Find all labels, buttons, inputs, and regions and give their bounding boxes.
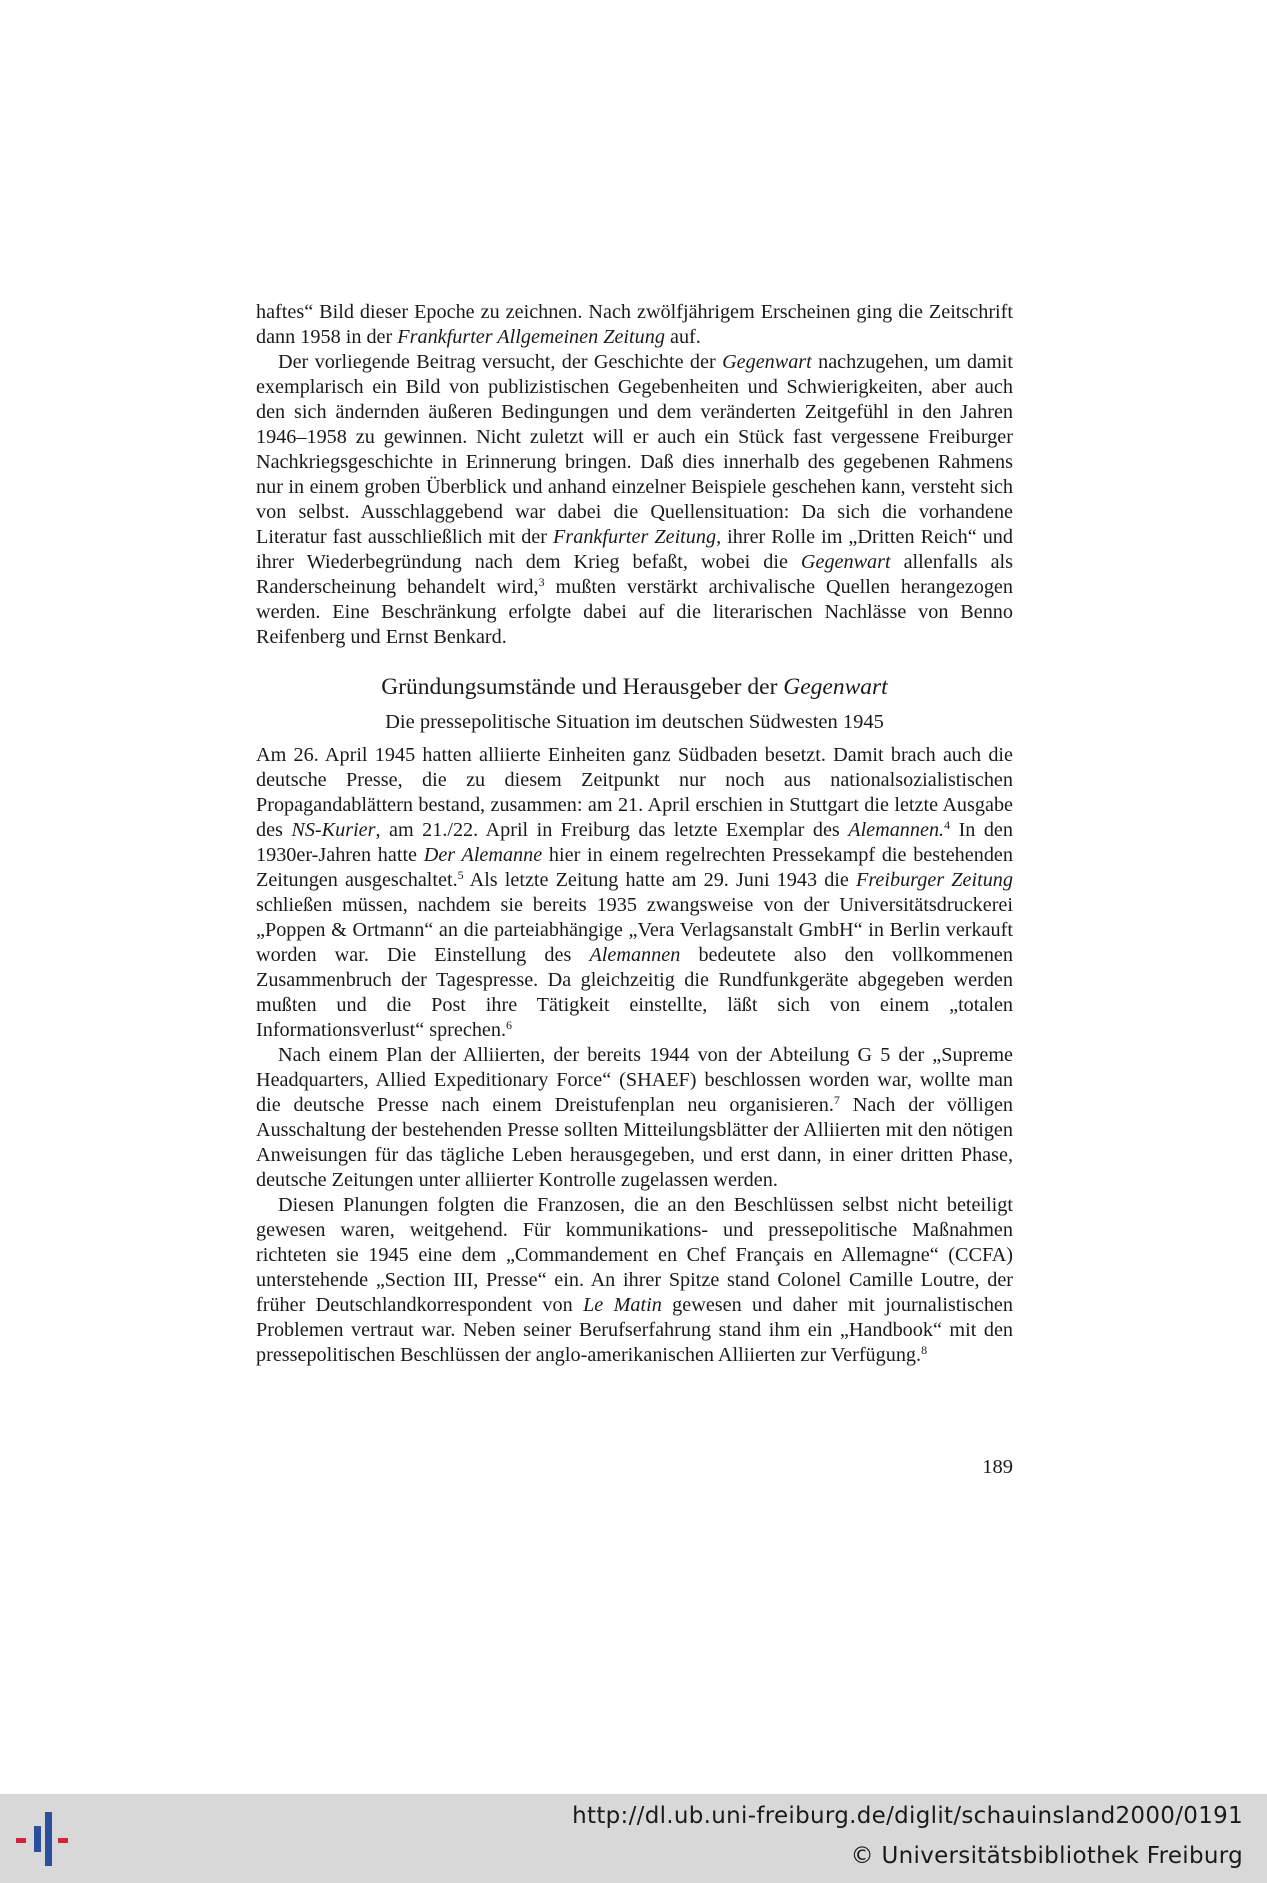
text-run: nachzugehen, um damit exemplarisch ein Bild von publizistischen Gegebenheiten und Schwierigkeiten, aber auch den sich ändernden äußeren Bedingungen und dem veränderten Zeitgefühl in den Jahren 1946–1958 zu gewinnen. Nicht zuletzt will er auch ein Stück fast vergessene Freiburger Nachkriegsgeschichte in Erinnerung bringen. Daß dies innerhalb des gegebenen Rahmens nur in einem groben Überblick und anhand einzelner Beispiele geschehen kann, versteht sich von selbst. Ausschlaggebend war dabei die Quellensituation: Da sich die vorhandene Literatur fast ausschließlich mit der [256,351,1013,548]
italic-text: Frankfurter Allgemeinen Zeitung [397,326,665,348]
italic-text: Gegenwart [800,551,891,573]
text-run: In den 1930er-Jahren hatte [256,819,1013,866]
footnote-ref: 7 [833,1093,840,1107]
italic-text: Gegenwart [722,351,812,373]
text-run: Der vorliegende Beitrag versucht, der Geschichte der [278,351,723,373]
logo-bar-left [34,1826,41,1852]
footnote-ref: 5 [457,868,464,882]
text-run: Als letzte Zeitung hatte am 29. Juni 1943 die [463,869,856,891]
text-run: bedeutete also den vollkommenen Zusammenbruch der Tagespresse. Da gleichzeitig die Rundfunkgeräte abgegeben werden mußten und die Post ihre Tätigkeit einstellte, läßt sich von einem „totalen Informationsverlust“ sprechen. [256,944,1013,1041]
page-number: 189 [982,1456,1013,1478]
paragraph [256,350,1013,650]
section-heading [256,672,1013,702]
italic-text: Freiburger Zeitung [855,869,1013,891]
text-run: gewesen und daher mit journalistischen Problemen vertraut war. Neben seiner Berufserfahrung stand ihm ein „Handbook“ mit den pressepolitischen Beschlüssen der anglo-amerikanischen Alliierten zur Verfügung. [256,1294,1013,1366]
italic-text: Alemannen. [848,819,945,841]
text-run: haftes“ Bild dieser Epoche zu zeichnen. Nach zwölfjährigem Erscheinen ging die Zeitschrift dann 1958 in der [256,301,1013,348]
text-run: Am 26. April 1945 hatten alliierte Einheiten ganz Südbaden besetzt. Damit brach auch die deutsche Presse, die zu diesem Zeitpunkt nur noch aus nationalsozialistischen Propagandablättern bestand, zusammen: am 21. April erschien in Stuttgart die letzte Ausgabe des [256,744,1013,841]
paragraph [256,300,1013,350]
body-section [256,743,1013,1368]
text-run: auf. [664,326,701,348]
text-run: hier in einem regelrechten Pressekampf die bestehenden Zeitungen ausgeschaltet. [256,844,1013,891]
text-run: Nach einem Plan der Alliierten, der bereits 1944 von der Abteilung G 5 der „Supreme Headquarters, Allied Expeditionary Force“ (SHAEF) beschlossen worden war, wollte man die deutsche Presse nach einem Dreistufenplan neu organisieren. [256,1044,1013,1116]
text-run: schließen müssen, nachdem sie bereits 1935 zwangsweise von der Universitätsdruckerei „Poppen & Ortmann“ an die parteiabhängige „Vera Verlagsanstalt GmbH“ in Berlin verkauft worden war. Die Einstellung des [256,894,1013,966]
text-run: allenfalls als Randerscheinung behandelt wird, [256,551,1013,598]
paragraph [256,1043,1013,1193]
footer-bar [0,1794,1267,1883]
italic-text: Alemannen [589,944,681,966]
text-run: ihrer Rolle im „Dritten Reich“ und ihrer Wiederbegründung nach dem Krieg befaßt, wobei die [256,526,1013,573]
footnote-ref: 3 [538,575,545,589]
italic-text: NS-Kurier [291,819,376,841]
section-heading-text: Gründungsumstände und Herausgeber der [381,674,784,700]
logo-dash-left [16,1838,26,1843]
footer-url-link[interactable]: http://dl.ub.uni-freiburg.de/diglit/schauinsland2000/0191 [572,1803,1243,1829]
text-run: mußten verstärkt archivalische Quellen herangezogen werden. Eine Beschränkung erfolgte dabei auf die literarischen Nachlässe von Benno Reifenberg und Ernst Benkard. [256,576,1013,648]
text-run: Diesen Planungen folgten die Franzosen, die an den Beschlüssen selbst nicht beteiligt gewesen waren, weitgehend. Für kommunikations- und pressepolitische Maßnahmen richteten sie 1945 eine dem „Commandement en Chef Français en Allemagne“ (CCFA) unterstehende „Section III, Presse“ ein. An ihrer Spitze stand Colonel Camille Loutre, der früher Deutschlandkorrespondent von [256,1194,1013,1316]
text-run: Nach der völligen Ausschaltung der bestehenden Presse sollten Mitteilungsblätter der Alliierten mit den nötigen Anweisungen für das tägliche Leben herausgegeben, und erst dann, in einer dritten Phase, deutsche Zeitungen unter alliierter Kontrolle zugelassen werden. [256,1094,1013,1191]
logo-dash-right [58,1838,68,1843]
paragraph [256,743,1013,1043]
ub-freiburg-logo-icon [14,1804,84,1874]
paragraph [256,1193,1013,1368]
footnote-ref: 8 [921,1343,928,1357]
footnote-ref: 4 [944,818,951,832]
text-run: , am 21./22. April in Freiburg das letzte Exemplar des [375,819,849,841]
section-heading-italic: Gegenwart [783,674,888,700]
footnote-ref: 6 [506,1018,513,1032]
italic-text: Der Alemanne [423,844,543,866]
intro-section [256,300,1013,650]
italic-text: Frankfurter Zeitung, [553,526,722,548]
footer-copyright: © Universitätsbibliothek Freiburg [850,1843,1243,1869]
italic-text: Le Matin [583,1294,662,1316]
logo-bar-center [45,1812,52,1866]
section-subheading: Die pressepolitische Situation im deutschen Südwesten 1945 [385,711,884,733]
document-page [256,300,1013,1368]
